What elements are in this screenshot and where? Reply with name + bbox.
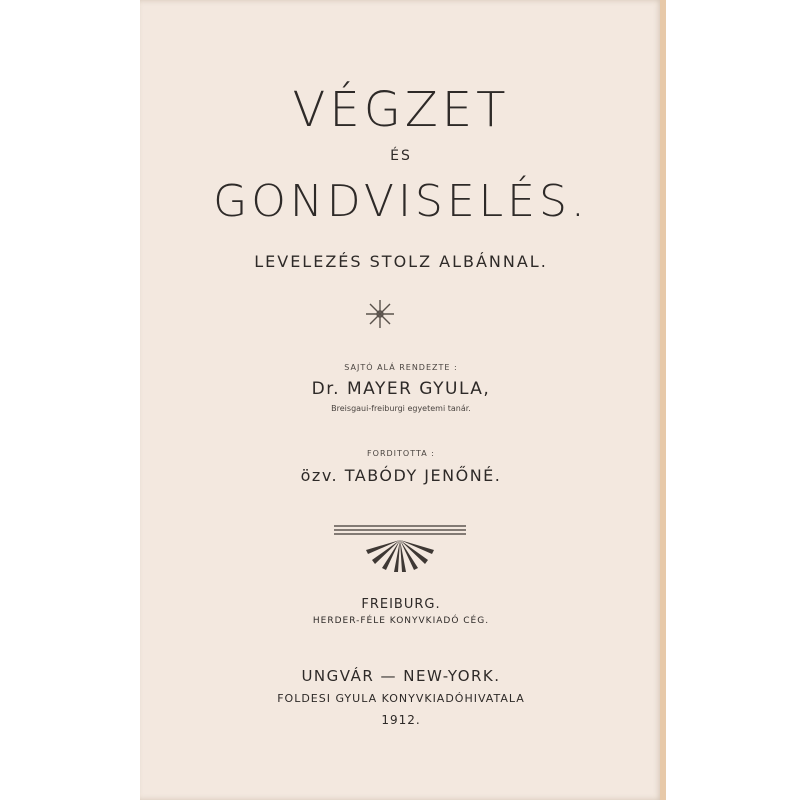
editor-role: Breisgaui-freiburgi egyetemi tanár. [331, 404, 471, 413]
translator-label: FORDITOTTA : [367, 449, 435, 458]
title-line-1: VÉGZET [292, 82, 510, 138]
editor-name: Dr. MAYER GYULA, [311, 379, 491, 399]
star-ornament-icon [362, 296, 398, 332]
publication-year: 1912. [381, 713, 421, 727]
title-conjunction: ÉS [390, 148, 412, 164]
sunburst-ornament-icon [330, 520, 470, 576]
publisher-cities-2: UNGVÁR — NEW-YORK. [301, 667, 501, 685]
title-line-2: GONDVISELÉS. [213, 176, 589, 227]
translator-name: özv. TABÓDY JENŐNÉ. [300, 466, 502, 485]
publisher-name-2: FOLDESI GYULA KONYVKIADÓHIVATALA [277, 692, 525, 705]
publisher-city-1: FREIBURG. [361, 597, 441, 612]
subtitle: LEVELEZÉS STOLZ ALBÁNNAL. [254, 252, 548, 271]
editor-label: SAJTÓ ALÁ RENDEZTE : [344, 363, 458, 372]
publisher-name-1: HERDER-FÉLE KONYVKIADÓ CÉG. [312, 616, 490, 626]
